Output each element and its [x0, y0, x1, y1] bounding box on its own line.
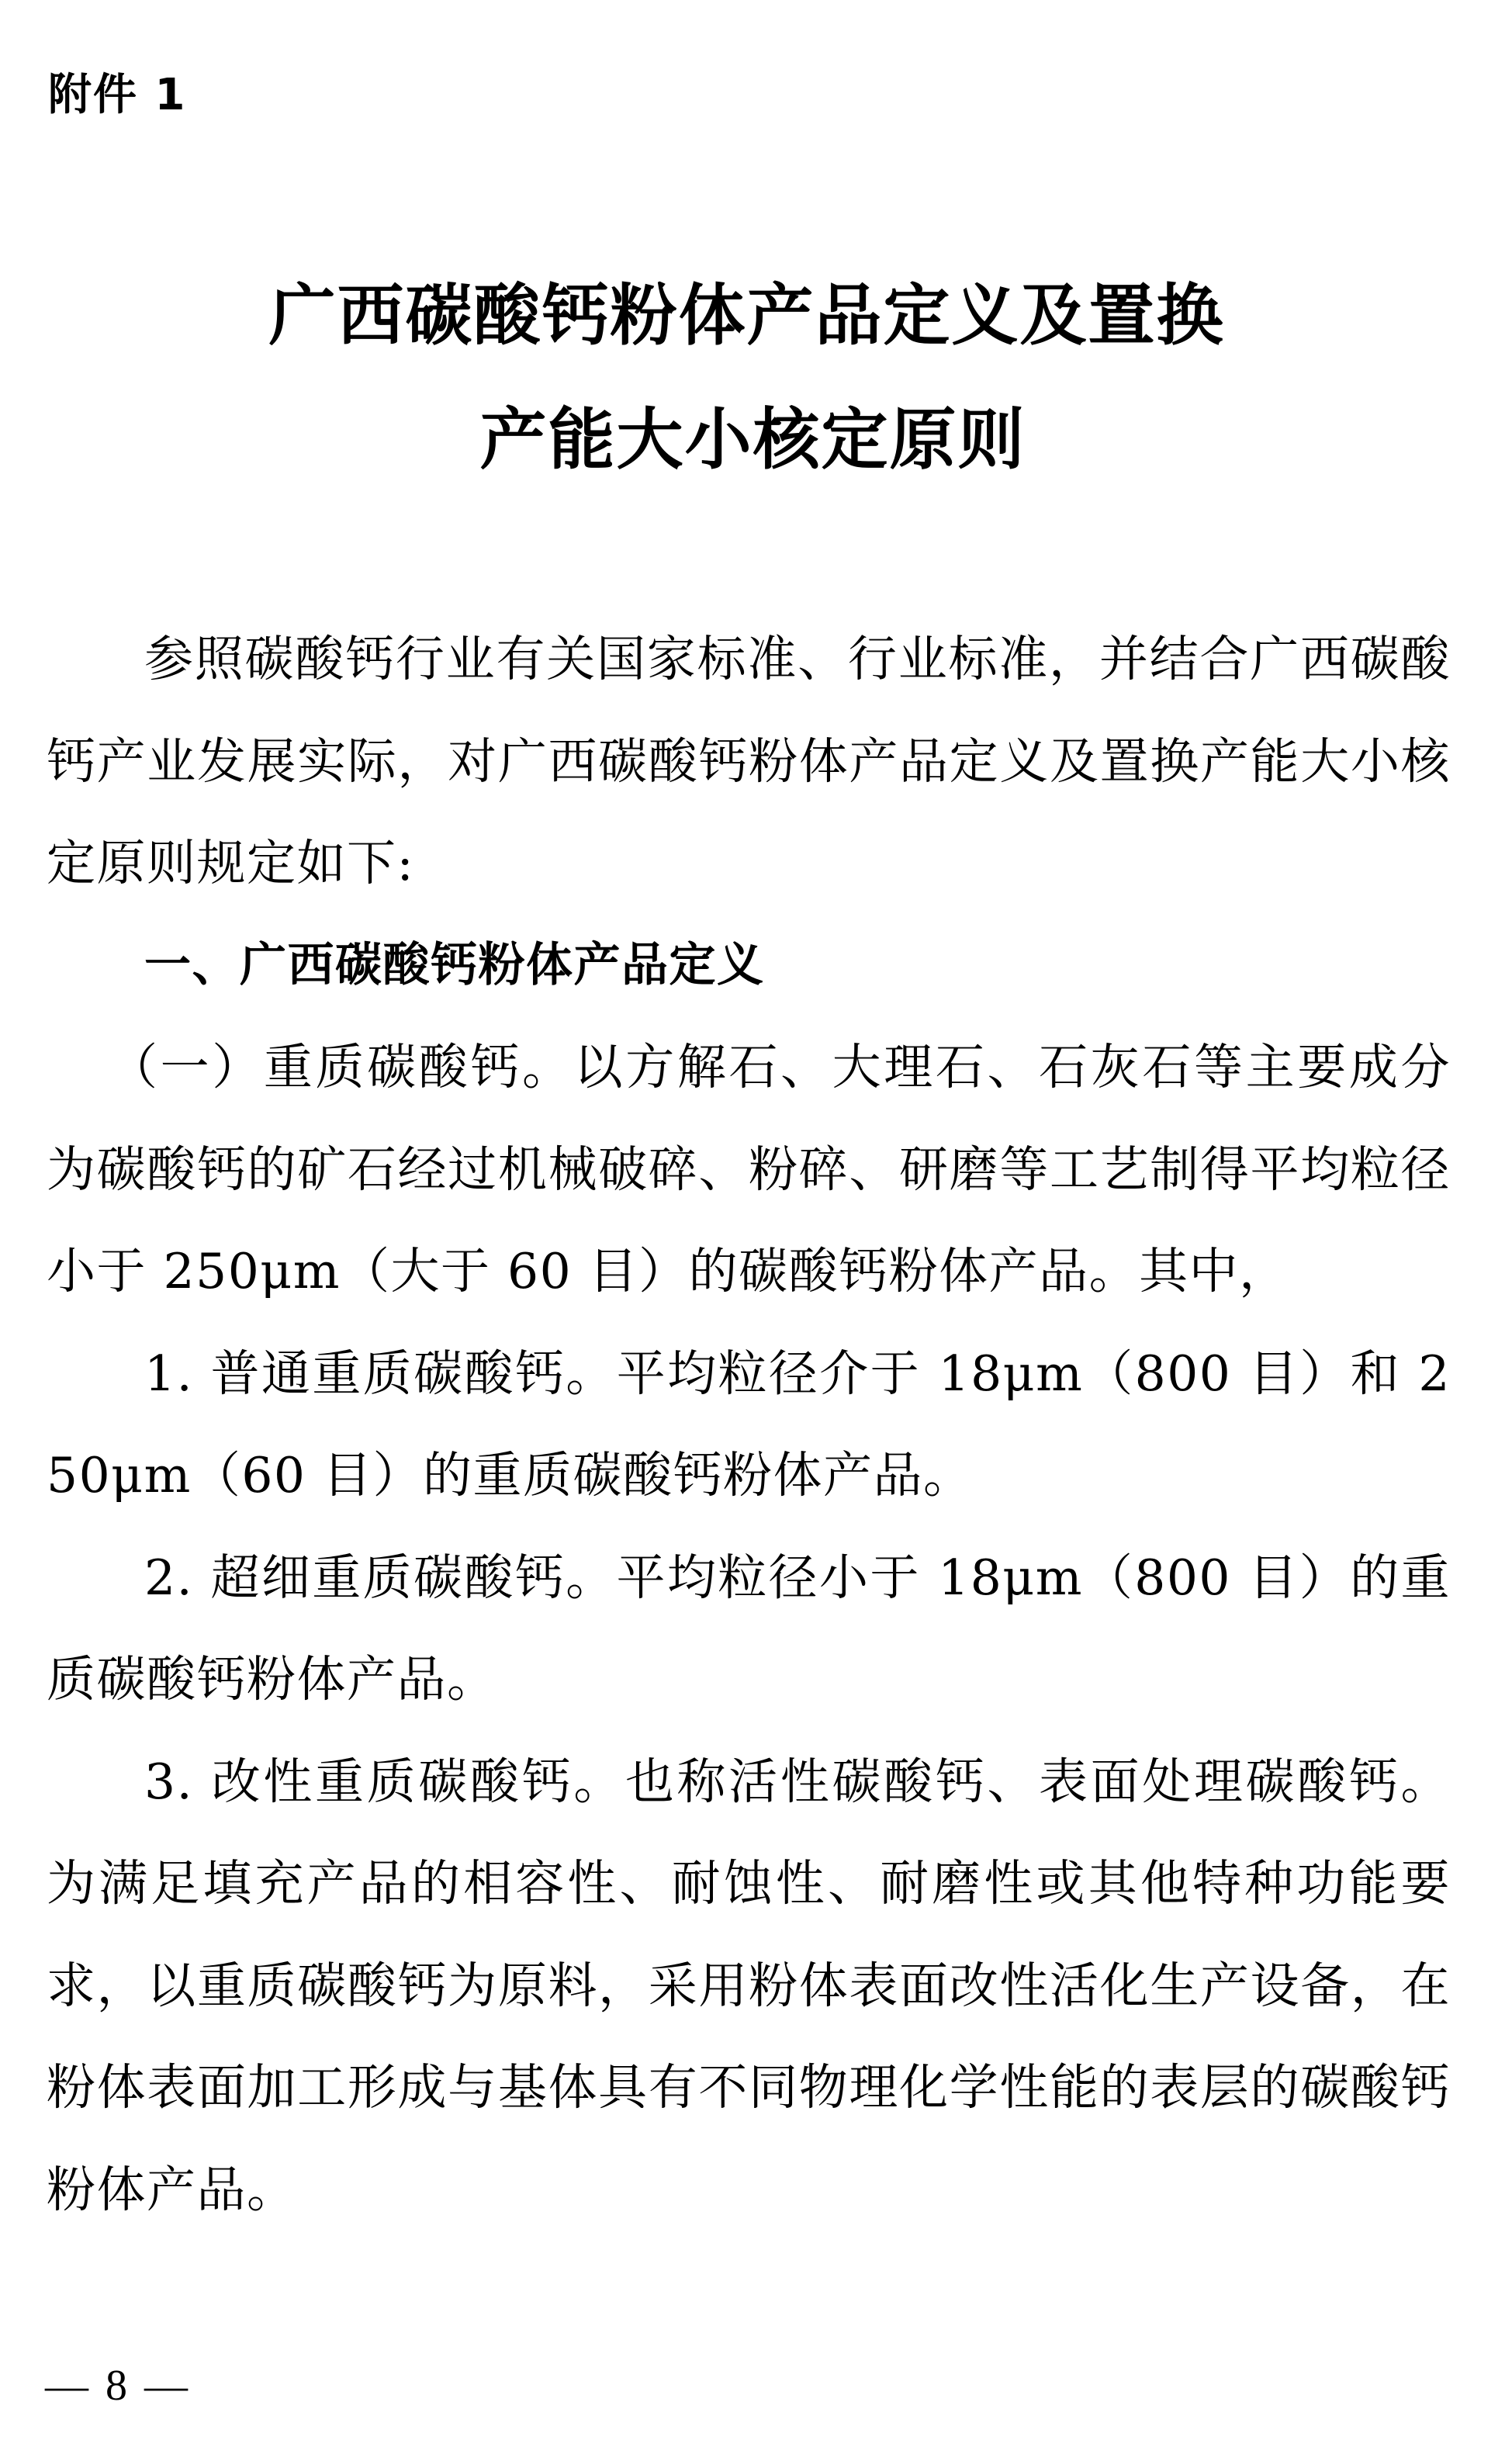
item-ultrafine-heavy-calcium-carbonate: 2. 超细重质碳酸钙。平均粒径小于 18μm（800 目）的重质碳酸钙粉体产品。 [47, 1549, 1451, 1708]
item-modified-heavy-calcium-carbonate: 3. 改性重质碳酸钙。也称活性碳酸钙、表面处理碳酸钙。为满足填充产品的相容性、耐蚀性、耐磨性或其他特种功能要求，以重质碳酸钙为原料，采用粉体表面改性活化生产设备，在粉体表面加工形成与基体具有不同物理化学性能的表层的碳酸钙粉体产品。 [47, 1753, 1451, 2218]
item-ordinary-heavy-calcium-carbonate: 1. 普通重质碳酸钙。平均粒径介于 18μm（800 目）和 250μm（60 目）的重质碳酸钙粉体产品。 [47, 1345, 1451, 1504]
subsection-heavy-calcium-carbonate: （一）重质碳酸钙。以方解石、大理石、石灰石等主要成分为碳酸钙的矿石经过机械破碎、粉碎、研磨等工艺制得平均粒径小于 250μm（大于 60 目）的碳酸钙粉体产品。其中， [47, 1039, 1451, 1300]
attachment-label: 附件 1 [48, 70, 187, 120]
section-heading-1: 一、广西碳酸钙粉体产品定义 [144, 937, 765, 992]
document-title-line-2: 产能大小核定原则 [479, 400, 1026, 479]
intro-paragraph: 参照碳酸钙行业有关国家标准、行业标准，并结合广西碳酸钙产业发展实际，对广西碳酸钙粉体产品定义及置换产能大小核定原则规定如下: [47, 631, 1451, 891]
document-body [47, 608, 1451, 2241]
page-number: — 8 — [45, 2362, 191, 2410]
document-title-line-1: 广西碳酸钙粉体产品定义及置换 [268, 276, 1225, 355]
